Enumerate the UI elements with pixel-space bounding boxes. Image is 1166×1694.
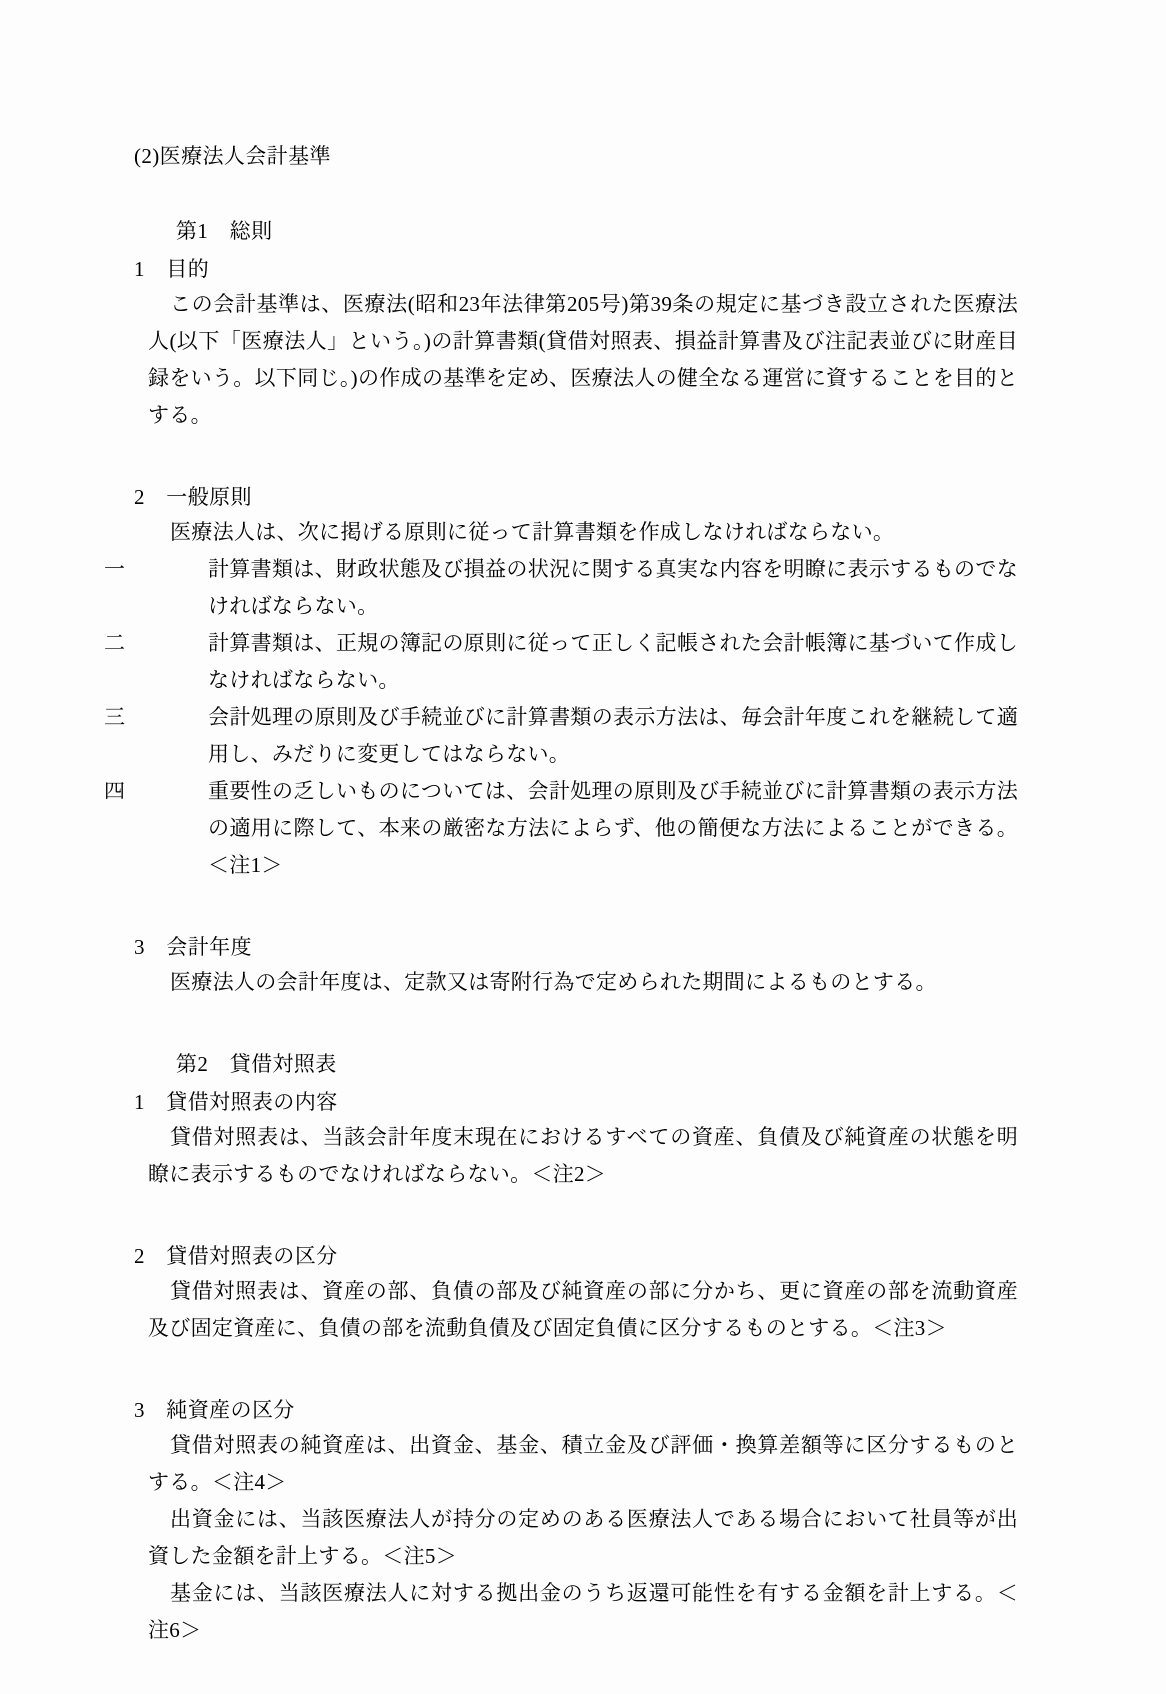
section-heading-2-1: 1 貸借対照表の内容	[134, 1090, 338, 1114]
sub-item-marker: 一	[104, 557, 126, 581]
sub-item-1-2-4	[104, 773, 1018, 884]
section-paragraph-2-3-1: 出資金には、当該医療法人が持分の定めのある医療法人である場合において社員等が出資した金額を計上する。＜注5＞	[148, 1507, 1018, 1568]
part-heading-1: 第1 総則	[176, 219, 273, 243]
section-heading-2-3: 3 純資産の区分	[134, 1398, 295, 1422]
sub-item-1-2-2	[104, 625, 1018, 699]
section-paragraph-1-2-0: 医療法人は、次に掲げる原則に従って計算書類を作成しなければならない。	[170, 520, 895, 544]
part-gap	[134, 1001, 1018, 1047]
section-heading-1-3: 3 会計年度	[134, 935, 252, 959]
section-paragraph-2-3-0: 貸借対照表の純資産は、出資金、基金、積立金及び評価・換算差額等に区分するものとする。＜注4＞	[148, 1433, 1018, 1494]
sub-item-text: 会計処理の原則及び手続並びに計算書類の表示方法は、毎会計年度これを継続して適用し、みだりに変更してはならない。	[208, 705, 1018, 766]
section-heading-1-1: 1 目的	[134, 257, 210, 281]
sub-item-marker: 四	[104, 779, 126, 803]
sub-item-1-2-1	[104, 551, 1018, 625]
section-gap	[134, 1193, 1018, 1239]
sub-item-text: 計算書類は、財政状態及び損益の状況に関する真実な内容を明瞭に表示するものでなければならない。	[208, 557, 1018, 618]
part-heading-2: 第2 貸借対照表	[176, 1052, 337, 1076]
page-title: (2)医療法人会計基準	[134, 144, 331, 168]
section-paragraph-2-3-2: 基金には、当該医療法人に対する拠出金のうち返還可能性を有する金額を計上する。＜注6＞	[148, 1581, 1018, 1642]
section-heading-1-2: 2 一般原則	[134, 485, 252, 509]
sub-item-text: 計算書類は、正規の簿記の原則に従って正しく記帳された会計帳簿に基づいて作成しなければならない。	[208, 631, 1018, 692]
section-gap	[134, 1347, 1018, 1393]
section-paragraph-1-3-0: 医療法人の会計年度は、定款又は寄附行為で定められた期間によるものとする。	[170, 970, 937, 994]
sub-item-marker: 二	[104, 631, 126, 655]
sub-item-text: 重要性の乏しいものについては、会計処理の原則及び手続並びに計算書類の表示方法の適用に際して、本来の厳密な方法によらず、他の簡便な方法によることができる。＜注1＞	[208, 779, 1018, 877]
section-gap	[134, 434, 1018, 480]
section-paragraph-1-1-0: この会計基準は、医療法(昭和23年法律第205号)第39条の規定に基づき設立された医療法人(以下「医療法人」という。)の計算書類(貸借対照表、損益計算書及び注記表並びに財産目録をいう。以下同じ。)の作成の基準を定め、医療法人の健全なる運営に資することを目的とする。	[148, 292, 1018, 427]
sub-item-marker: 三	[104, 705, 126, 729]
section-gap	[134, 884, 1018, 930]
section-paragraph-2-2-0: 貸借対照表は、資産の部、負債の部及び純資産の部に分かち、更に資産の部を流動資産及び固定資産に、負債の部を流動負債及び固定負債に区分するものとする。＜注3＞	[148, 1279, 1018, 1340]
section-heading-2-2: 2 貸借対照表の区分	[134, 1244, 338, 1268]
sub-item-1-2-3	[104, 699, 1018, 773]
section-paragraph-2-1-0: 貸借対照表は、当該会計年度末現在におけるすべての資産、負債及び純資産の状態を明瞭に表示するものでなければならない。＜注2＞	[148, 1125, 1018, 1186]
